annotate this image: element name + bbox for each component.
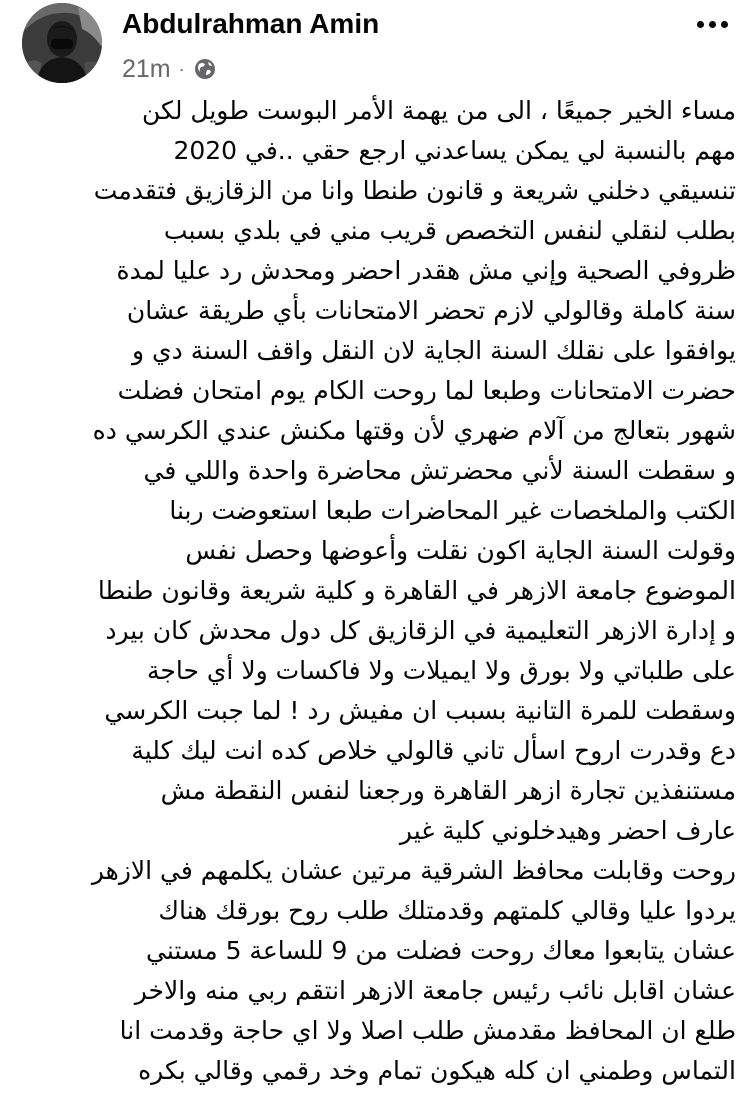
post-line: يوافقوا على نقلك السنة الجاية لان النقل واقف السنة دي و — [132, 336, 736, 365]
avatar[interactable] — [22, 3, 102, 83]
meta-separator: · — [178, 58, 185, 79]
post-line: مهم بالنسبة لي يمكن يساعدني ارجع حقي ..في 2020 — [173, 136, 736, 165]
post-line: دع وقدرت اروح اسأل تاني قالولي خلاص كده انت ليك كلية — [131, 736, 736, 765]
post-line: مساء الخير جميعًا ، الى من يهمة الأمر البوست طويل لكن — [142, 96, 736, 125]
author-name[interactable]: Abdulrahman Amin — [122, 8, 380, 39]
post-line: يردوا عليا وقالي كلمتهم وقدمتلك طلب روح بورقك هناك — [158, 896, 736, 925]
post-line: عارف احضر وهيدخلوني كلية غير — [399, 816, 736, 845]
more-dots-icon — [697, 21, 704, 28]
post-line: عشان اقابل نائب رئيس جامعة الازهر انتقم ربي منه والاخر — [134, 976, 736, 1005]
post-line: عشان يتابعوا معاك روحت فضلت من 9 للساعة 5 مستني — [146, 936, 736, 965]
post-line: طلع ان المحافظ مقدمش طلب اصلا ولا اي حاجة وقدمت انا — [119, 1016, 736, 1045]
post-line: وقولت السنة الجاية اكون نقلت وأعوضها وحصل نفس — [185, 536, 736, 565]
more-dots-icon — [721, 21, 728, 28]
post-line: مستنفذين تجارة ازهر القاهرة ورجعنا لنفس النقطة مش — [160, 776, 736, 805]
post-meta — [122, 54, 216, 84]
more-options-button[interactable] — [684, 6, 740, 42]
profile-photo — [22, 3, 102, 83]
post-line: وسقطت للمرة التانية بسبب ان مفيش رد ! لما جبت الكرسي — [104, 696, 736, 725]
post-line: بطلب لنقلي لنفس التخصص قريب مني في بلدي بسبب — [163, 216, 736, 245]
post-line: على طلباتي ولا بورق ولا ايميلات ولا فاكسات ولا أي حاجة — [146, 656, 736, 685]
post-line: ظروفي الصحية وإني مش هقدر احضر ومحدش رد عليا لمدة — [116, 256, 736, 285]
post-header — [0, 0, 750, 92]
post-line: الموضوع جامعة الازهر في القاهرة و كلية شريعة وقانون طنطا — [97, 576, 736, 605]
globe-icon — [194, 58, 216, 80]
post-line: تنسيقي دخلني شريعة و قانون طنطا وانا من الزقازيق فتقدمت — [93, 176, 736, 205]
post-line: سنة كاملة وقالولي لازم تحضر الامتحانات بأي طريقة عشان — [126, 296, 736, 325]
post-line: شهور بتعالج من آلام ضهري لأن وقتها مكنش عندي الكرسي ده — [92, 416, 736, 445]
post-line: التماس وطمني ان كله هيكون تمام وخد رقمي وقالي بكره — [138, 1056, 736, 1085]
post-line: و سقطت السنة لأني محضرتش محاضرة واحدة واللي في — [143, 456, 736, 485]
more-dots-icon — [709, 21, 716, 28]
post-line: و إدارة الازهر التعليمية في الزقازيق كل دول محدش كان بيرد — [105, 616, 736, 645]
post-line: حضرت الامتحانات وطبعا لما روحت الكام يوم امتحان فضلت — [117, 376, 736, 405]
post-time[interactable]: 21m — [122, 54, 171, 83]
post-line: روحت وقابلت محافظ الشرقية مرتين عشان يكلمهم في الازهر — [91, 856, 736, 885]
post-line: الكتب والملخصات غير المحاضرات طبعا استعوضت ربنا — [169, 496, 736, 525]
